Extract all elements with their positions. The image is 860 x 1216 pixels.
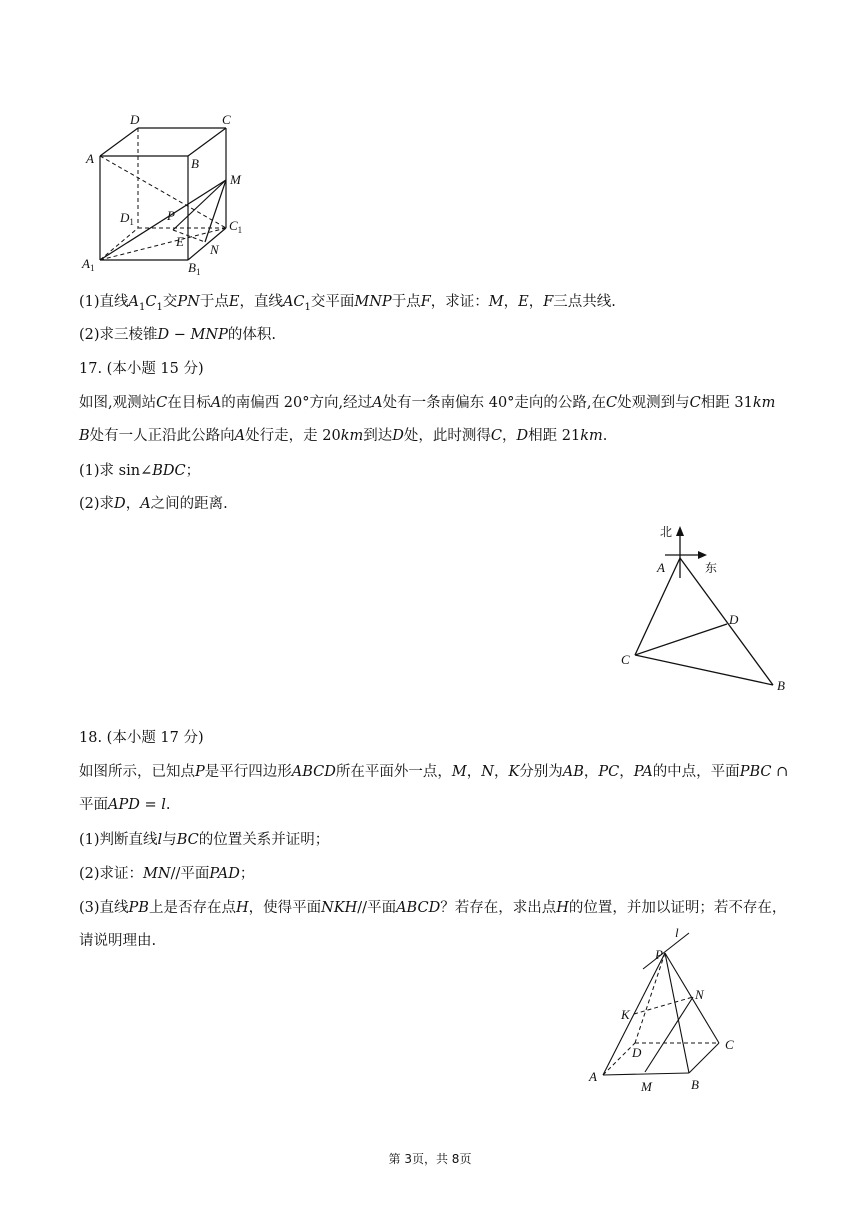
cube-label-M: M xyxy=(230,172,241,187)
q17-text-line1: 如图,观测站C在目标A的南偏西 20°方向,经过A处有一条南偏东 40°走向的公路,在C处观测到与C相距 31km xyxy=(79,395,776,411)
q17-part2: (2)求D，A之间的距离. xyxy=(79,496,228,512)
cube-label-E: E xyxy=(176,234,184,249)
q18-text-line2: 平面APD = l. xyxy=(79,797,171,813)
pyramid-label-M: M xyxy=(641,1079,652,1094)
pyramid-figure xyxy=(585,925,745,1095)
pyramid-label-A: A xyxy=(589,1069,597,1084)
pyramid-label-C: C xyxy=(725,1037,734,1052)
q18-text-line1: 如图所示，已知点P是平行四边形ABCD所在平面外一点，M，N，K分别为AB，PC，PA的中点，平面PBC ∩ xyxy=(79,764,789,780)
page-footer: 第 3页，共 8页 xyxy=(388,1152,472,1166)
map-label-east: 东 xyxy=(705,561,718,575)
map-label-north: 北 xyxy=(660,525,673,539)
q18-part2: (2)求证：MN//平面PAD； xyxy=(79,866,255,882)
pyramid-label-P: P xyxy=(655,947,663,962)
map-label-A: A xyxy=(657,560,665,575)
cube-label-D: D xyxy=(130,112,140,127)
cube-label-B1: $B_1$ xyxy=(188,260,201,277)
map-label-D: D xyxy=(729,612,739,627)
cube-label-D1: $D_1$ xyxy=(120,210,134,227)
q17-text-line2: B处有一人正沿此公路向A处行走，走 20km到达D处，此时测得C，D相距 21km. xyxy=(79,428,608,444)
pyramid-diagram xyxy=(585,925,745,1095)
q18-part3: (3)直线PB上是否存在点H，使得平面NKH//平面ABCD？若存在，求出点H的位置，并加以证明；若不存在， xyxy=(79,900,787,916)
cube-label-A1: $A_1$ xyxy=(82,256,95,273)
east-arrow-icon xyxy=(698,551,707,559)
q16-part1: (1)直线$A_1C_1$交PN于点E，直线$AC_1$交平面MNP于点F，求证：M，E，F三点共线. xyxy=(79,294,616,313)
cube-label-P: P xyxy=(167,208,175,223)
q16-part2: (2)求三棱锥D − MNP的体积. xyxy=(79,327,276,343)
map-label-B: B xyxy=(777,678,785,693)
cube-label-C1: $C_1$ xyxy=(229,218,243,235)
cube-figure xyxy=(78,108,258,278)
pyramid-label-l: l xyxy=(675,925,679,940)
pyramid-label-K: K xyxy=(621,1007,630,1022)
pyramid-label-N: N xyxy=(695,987,704,1002)
north-arrow-icon xyxy=(676,526,684,536)
cube-label-C: C xyxy=(222,112,231,127)
q18-header: 18. (本小题 17 分) xyxy=(79,730,204,746)
map-label-C: C xyxy=(621,652,630,667)
q18-part1: (1)判断直线l与BC的位置关系并证明； xyxy=(79,832,330,848)
map-figure xyxy=(615,520,795,700)
cube-label-B: B xyxy=(191,156,199,171)
q18-part3-cont: 请说明理由. xyxy=(79,933,157,949)
map-diagram xyxy=(615,520,795,700)
pyramid-label-B: B xyxy=(691,1077,699,1092)
q17-part1: (1)求 sin∠BDC； xyxy=(79,463,201,479)
pyramid-label-D: D xyxy=(632,1045,642,1060)
cube-label-A: A xyxy=(86,151,94,166)
q17-header: 17. (本小题 15 分) xyxy=(79,361,204,377)
cube-diagram xyxy=(78,108,258,278)
math-A1C1: $A_1C_1$ xyxy=(128,294,163,313)
cube-label-N: N xyxy=(210,242,219,257)
